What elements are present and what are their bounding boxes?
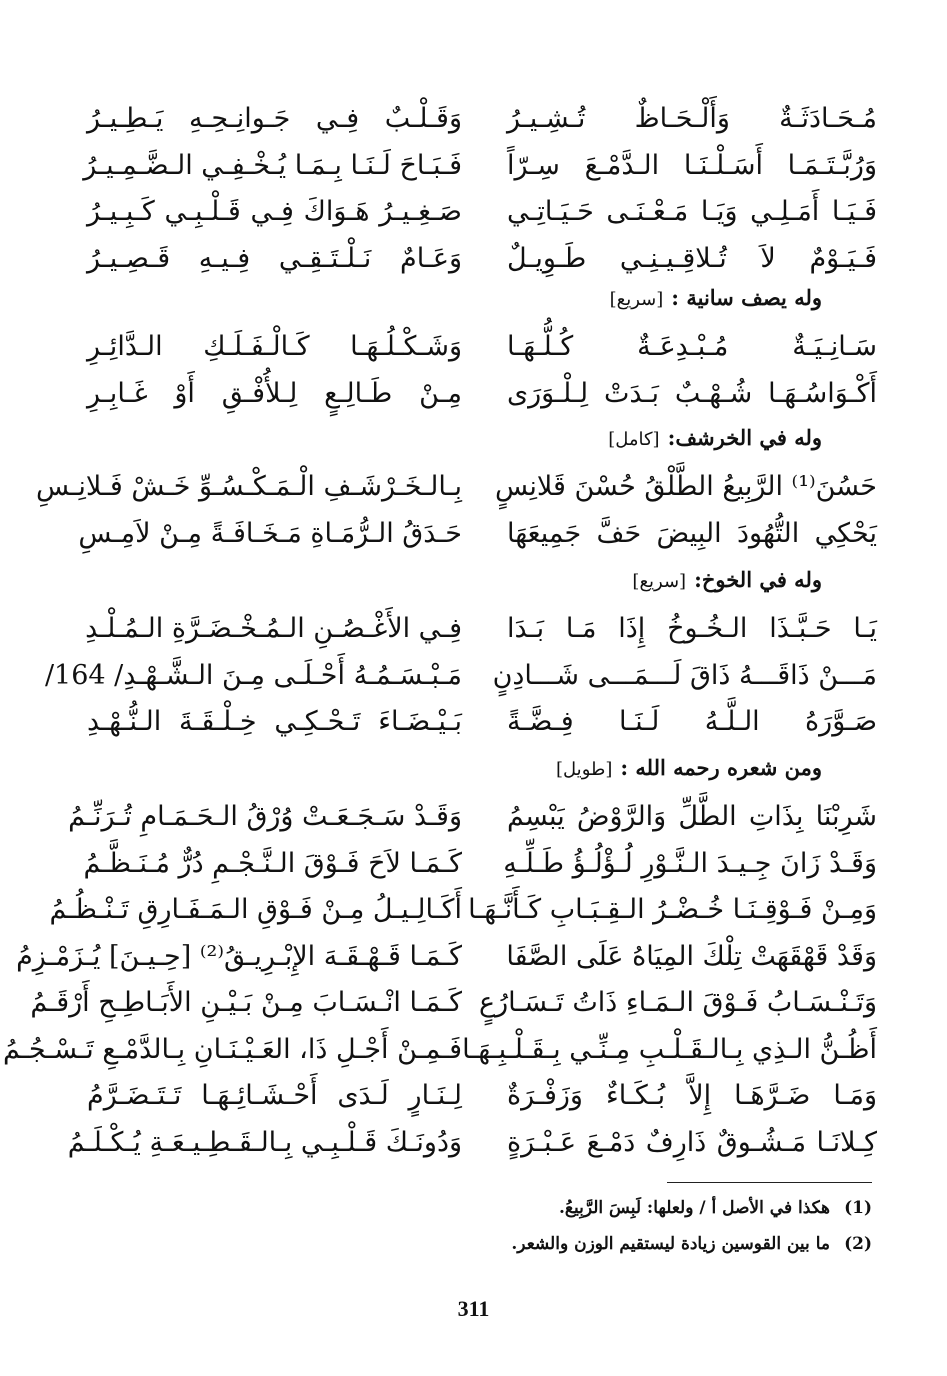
first-hemistich: حَسُنَ⁽¹⁾ الرَّبِيعُ الطَّلْقُ حُسْنَ قَلانِسٍ xyxy=(494,471,877,502)
first-hemistich: أَظُـنُّ الـذِي بِـالـقَـلْـبِ مِـنِّـي بِـقَـلْـبِـهَـا xyxy=(462,1033,877,1065)
poem-couplet xyxy=(0,1073,947,1119)
poem-couplet xyxy=(0,464,947,510)
second-hemistich: كَـمَـا قَـهْـقَـهَ الإِبْـرِيـقُ⁽²⁾ [حِـيـنَ] يُـزَمْـزِمُ xyxy=(16,940,462,972)
footnote-number: (1) xyxy=(844,1198,872,1218)
first-hemistich: وَقَدْ قَهْقَهَتْ تِلْكَ المِيَاهُ عَلَى الصَّفَا xyxy=(506,940,877,972)
meter-label: [كامل] xyxy=(608,429,660,450)
meter-label: [سريع] xyxy=(609,289,664,310)
poem-couplet xyxy=(0,606,947,652)
poem-couplet xyxy=(0,1027,947,1073)
footnote-separator xyxy=(667,1182,872,1183)
first-hemistich: وَتَـنْـسَـابُ فَـوْقَ الـمَـاءِ ذَاتُ تَـسَـارُعٍ xyxy=(478,987,877,1018)
poem-couplet xyxy=(0,143,947,189)
first-hemistich: وَرُبَّـتَـمَـا أَسَـلْـنَـا الـدَّمْـعَ سِـرّاً xyxy=(507,149,877,181)
meter-label: [سريع] xyxy=(632,571,687,592)
first-hemistich: وَمِـنْ فَـوْقِـنَـا خُـضْـرُ الـقِـبَـابِ كَـأَنَّـهَـا xyxy=(468,894,877,925)
first-hemistich: يَـا حَـبَّـذَا الـخُـوخُ إِذَا مَـا بَـدَا xyxy=(507,613,877,644)
section-heading xyxy=(610,280,822,318)
second-hemistich: وَقَـدْ سَـجَـعَـتْ وُرْقُ الـحَـمَـامِ تُـرَنِّـمُ xyxy=(68,801,462,832)
second-hemistich: وَدُونَـكَ قَـلْـبِـي بِـالـقَـطِـيـعَـةِ يُـكْـلَـمُ xyxy=(67,1126,462,1158)
first-hemistich: فَـيَـا أَمَـلِـي وَيَـا مَـعْـنَـى حَـيَـاتِـي xyxy=(507,196,877,227)
section-heading xyxy=(556,750,822,788)
first-hemistich: صَـوَّرَهُ الـلَّـهُ لَـنَـا فِـضَّـةً xyxy=(507,706,877,737)
poem-couplet xyxy=(0,887,947,933)
section-heading-text: وله في الخرشف: xyxy=(667,425,822,450)
poem-couplet xyxy=(0,371,947,417)
second-hemistich: لِـنَـارٍ لَـدَى أَحْـشَـائِـهَـا تَـتَـضَـرَّمُ xyxy=(87,1080,462,1111)
footnote-number: (2) xyxy=(844,1234,872,1254)
second-hemistich: مِـنْ طَـالِـعٍ لِـلأُفْـقِ أَوْ غَـابِـرِ xyxy=(87,377,462,409)
second-hemistich: وَقَـلْـبٌ فِـي جَـوانِـحِـهِ يَـطِـيـرُ xyxy=(87,103,462,134)
poem-couplet xyxy=(0,794,947,840)
page-number: 311 xyxy=(457,1296,490,1321)
poem-couplet xyxy=(0,934,947,980)
footnote-text: ما بين القوسين زيادة ليستقيم الوزن والشعر. xyxy=(511,1234,830,1254)
poem-couplet xyxy=(0,236,947,282)
first-hemistich: وَقَـدْ زَانَ جِـيـدَ الـنَّـوْرِ لُـؤْلُـؤُ طَـلِّـهِ xyxy=(503,847,877,879)
section-heading xyxy=(608,420,822,458)
second-hemistich: فَـبَـاحَ لَـنَـا بِـمَـا يُـخْـفِـي الـضَّـمِـيـرُ xyxy=(83,149,462,181)
first-hemistich: مُـحَـادَثَـةٌ وَأَلْـحَـاظٌ تُـشِـيـرُ xyxy=(507,103,877,134)
first-hemistich: فَـيَـوْمٌ لاَ تُـلاقِـيـنِـي طَـوِيـلٌ xyxy=(507,242,877,274)
footnote-2 xyxy=(511,1230,872,1258)
section-heading-text: وله يصف سانية : xyxy=(671,285,822,310)
section-heading-text: ومن شعره رحمه الله : xyxy=(620,755,822,780)
second-hemistich: فِـي الأَغْـصُـنِ الـمُـخْـضَـرَّةِ الـمُـلْـدِ xyxy=(85,613,462,644)
second-hemistich: بِـالـخَـرْشَـفِ الْـمَـكْـسُـوِّ خَـشْ فَـلانِـسِ xyxy=(36,471,462,502)
second-hemistich: كَـمَـا لاَحَ فَـوْقَ الـنَّـجْـمِ دُرٌّ مُـنَـظَّـمُ xyxy=(83,847,462,879)
footnote-text: هكذا في الأصل أ / ولعلها: لَبِسَ الرَّبِيعُ. xyxy=(559,1198,830,1218)
poem-couplet xyxy=(0,511,947,557)
second-hemistich: بَـيْـضَـاءَ تَـحْـكِـي خِـلْـقَـةَ الـنُّـهْـدِ xyxy=(87,706,462,737)
poem-couplet xyxy=(0,1120,947,1166)
poem-couplet xyxy=(0,189,947,235)
first-hemistich: أَكْـوَاسُـهَـا شُـهْـبٌ بَـدَتْ لِـلْـوَرَى xyxy=(507,377,877,409)
footnote-1 xyxy=(559,1194,872,1222)
first-hemistich: وَمَـا ضَـرَّهَـا إِلاَّ بُـكَـاءٌ وَزَفْـرَةٌ xyxy=(507,1080,877,1111)
poem-couplet xyxy=(0,96,947,142)
second-hemistich: فَـمِـنْ أَجْـلِ ذَا، العَـيْـنَـانِ بِـالدَّمْـعِ تَـسْـجُـمُ xyxy=(3,1033,462,1065)
first-hemistich: مَـــنْ ذَاقَـــهُ ذَاقَ لَـــمَـــى شَـــادِنٍ xyxy=(492,659,877,691)
first-hemistich: سَـانِـيَـةٌ مُـبْـدِعَـةٌ كُـلُّـهَـا xyxy=(507,331,877,362)
second-hemistich: أَكَـالِـيـلُ مِـنْ فَـوْقِ الـمَـفَـارِقِ تَـنْـظُـمُ xyxy=(49,894,462,925)
poem-couplet xyxy=(0,324,947,370)
first-hemistich: كِـلانَـا مَـشُـوقٌ ذَارِفٌ دَمْـعَ عَـبْـرَةٍ xyxy=(507,1126,877,1158)
second-hemistich: وَعَـامٌ نَـلْـتَـقِـي فِـيـهِ قَـصِـيـرُ xyxy=(87,242,462,274)
second-hemistich: كَـمَـا انْـسَـابَ مِـنْ بَـيْـنِ الأَبَـاطِـحِ أَرْقَـمُ xyxy=(30,987,462,1018)
section-heading-text: وله في الخوخ: xyxy=(694,567,822,592)
first-hemistich: يَحْكِي التُّهُودَ البِيضَ حَفَّ جَمِيعَهَا xyxy=(507,517,877,549)
meter-label: [طويل] xyxy=(556,759,613,780)
poem-couplet xyxy=(0,980,947,1026)
first-hemistich: شَرِبْنَا بِذَاتِ الطَّلِّ وَالرَّوْضُ يَبْسِمُ xyxy=(507,801,877,832)
poem-couplet xyxy=(0,653,947,699)
second-hemistich: مَـبْـسَـمُـهُ أَحْـلَـى مِـنَ الـشَّـهْـدِ/ 164/ xyxy=(44,659,462,691)
poem-couplet xyxy=(0,841,947,887)
section-heading xyxy=(632,562,822,600)
second-hemistich: حَـدَقُ الـرُّمَـاةِ مَـخَـافَـةً مِـنْ لاَمِـسِ xyxy=(78,517,462,549)
poem-couplet xyxy=(0,699,947,745)
second-hemistich: صَـغِـيـرُ هَـوَاكَ فِـي قَـلْـبِـي كَـبِـيـرُ xyxy=(87,196,462,227)
second-hemistich: وَشَـكْـلُـهَـا كَـالْـفَـلَـكِ الـدَّائِـرِ xyxy=(87,331,462,362)
